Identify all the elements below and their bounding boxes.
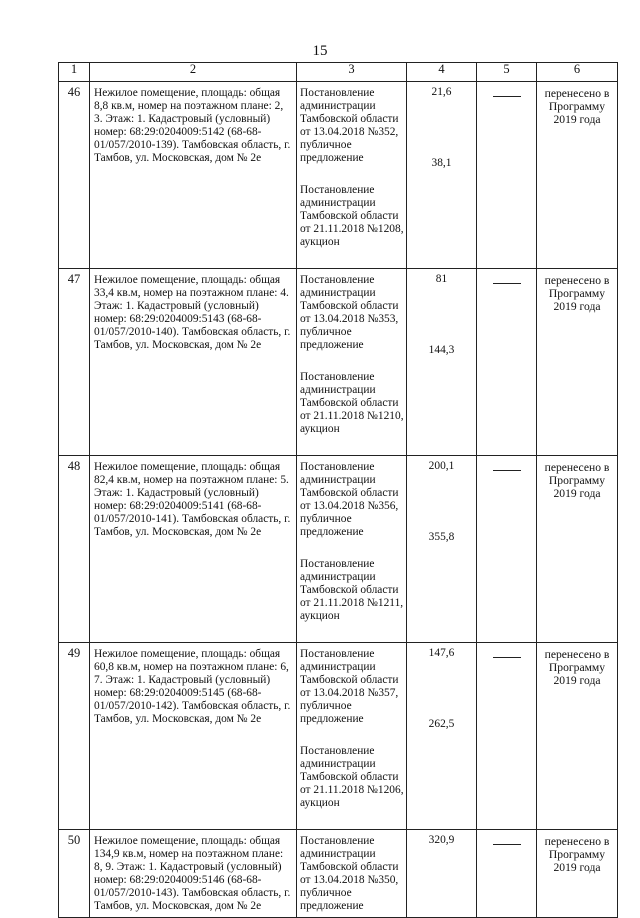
status-note: перенесено в Программу 2019 года: [537, 643, 618, 830]
row-number: 50: [67, 833, 81, 847]
resolution-text: Постановление администрации Тамбовской области от 21.11.2018 №1211, аукцион: [300, 558, 404, 622]
column-header-6: 6: [537, 63, 618, 82]
table-row: [59, 456, 618, 643]
row-number: 47: [67, 272, 81, 286]
value-cell: 147,6: [428, 647, 455, 659]
property-description: Нежилое помещение, площадь: общая 82,4 кв.м, номер на поэтажном плане: 5. Этаж: 1. Кадастровый (условный) номер: 68:29:0204009:5141 (68-68-01/057/2010-141). Тамбовская область, г. Тамбов, ул. Московская, дом № 2е: [90, 456, 297, 643]
status-note: перенесено в Программу 2019 года: [537, 456, 618, 643]
value-cell: 355,8: [428, 531, 455, 543]
value-cell: 320,9: [428, 834, 455, 846]
column-header-2: 2: [90, 63, 297, 82]
value-cell: 200,1: [428, 460, 455, 472]
status-note: перенесено в Программу 2019 года: [537, 269, 618, 456]
value-cell: 81: [435, 273, 448, 285]
value-cell: 144,3: [428, 344, 455, 356]
column-header-1: 1: [59, 63, 90, 82]
dash-mark: [493, 470, 521, 471]
column-header-4: 4: [407, 63, 477, 82]
row-number: 49: [67, 646, 81, 660]
property-description: Нежилое помещение, площадь: общая 134,9 кв.м, номер на поэтажном плане: 8, 9. Этаж: 1. Кадастровый (условный) номер: 68:29:0204009:5146 (68-68-01/057/2010-143). Тамбовская область, г. Тамбов, ул. Московская, дом № 2е: [90, 830, 297, 918]
value-cell: 262,5: [428, 718, 455, 730]
resolution-text: Постановление администрации Тамбовской области от 13.04.2018 №352, публичное предложение: [300, 87, 399, 164]
resolution-text: Постановление администрации Тамбовской области от 13.04.2018 №357, публичное предложение: [300, 648, 399, 725]
table-row: [59, 82, 618, 269]
column-header-3: 3: [297, 63, 407, 82]
property-description: Нежилое помещение, площадь: общая 33,4 кв.м, номер на поэтажном плане: 4. Этаж: 1. Кадастровый (условный) номер: 68:29:0204009:5143 (68-68-01/057/2010-140). Тамбовская область, г. Тамбов, ул. Московская, дом № 2е: [90, 269, 297, 456]
resolution-text: Постановление администрации Тамбовской области от 13.04.2018 №353, публичное предложение: [300, 274, 399, 351]
dash-mark: [493, 844, 521, 845]
column-header-5: 5: [477, 63, 537, 82]
row-number: 46: [67, 85, 81, 99]
resolution-text: Постановление администрации Тамбовской области от 21.11.2018 №1206, аукцион: [300, 745, 404, 809]
resolution-text: Постановление администрации Тамбовской области от 21.11.2018 №1208, аукцион: [300, 184, 404, 248]
property-description: Нежилое помещение, площадь: общая 8,8 кв.м, номер на поэтажном плане: 2, 3. Этаж: 1. Кадастровый (условный) номер: 68:29:0204009:5142 (68-68-01/057/2010-139). Тамбовская область, г. Тамбов, ул. Московская, дом № 2е: [90, 82, 297, 269]
resolution-text: Постановление администрации Тамбовской области от 13.04.2018 №356, публичное предложение: [300, 461, 399, 538]
value-cell: 38,1: [431, 157, 452, 169]
property-table: [58, 62, 618, 918]
value-cell: 21,6: [431, 86, 452, 98]
table-header-row: [59, 63, 618, 82]
resolution-text: Постановление администрации Тамбовской области от 21.11.2018 №1210, аукцион: [300, 371, 404, 435]
page-number: 15: [312, 43, 328, 59]
row-number: 48: [67, 459, 81, 473]
status-note: перенесено в Программу 2019 года: [537, 82, 618, 269]
property-description: Нежилое помещение, площадь: общая 60,8 кв.м, номер на поэтажном плане: 6, 7. Этаж: 1. Кадастровый (условный) номер: 68:29:0204009:5145 (68-68-01/057/2010-142). Тамбовская область, г. Тамбов, ул. Московская, дом № 2е: [90, 643, 297, 830]
dash-mark: [493, 657, 521, 658]
dash-mark: [493, 283, 521, 284]
resolution-text: Постановление администрации Тамбовской области от 13.04.2018 №350, публичное предложение: [300, 835, 399, 912]
table-row: [59, 643, 618, 830]
table-row: [59, 269, 618, 456]
table-row: [59, 830, 618, 918]
dash-mark: [493, 96, 521, 97]
status-note: перенесено в Программу 2019 года: [537, 830, 618, 918]
